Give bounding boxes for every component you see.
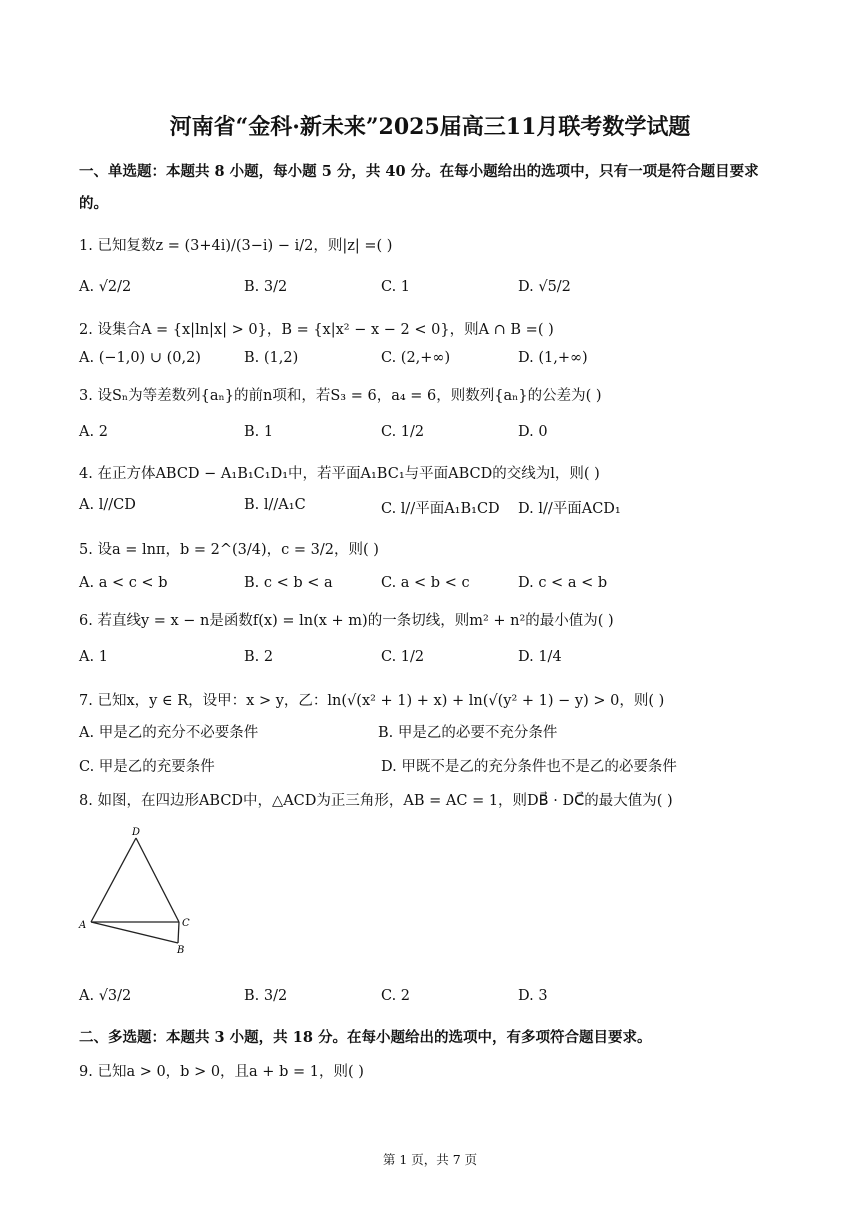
question-8-stem: 8. 如图，在四边形ABCD中，△ACD为正三角形，AB = AC = 1，则DB⃗ · DC⃗的最大值为( ) <box>79 793 673 809</box>
vertex-label-a: A <box>79 920 87 931</box>
page-footer: 第 1 页，共 7 页 <box>382 1152 478 1167</box>
q4-option-d: D. l//平面ACD₁ <box>518 501 621 517</box>
section1-heading: 一、单选题：本题共 8 小题，每小题 5 分，共 40 分。在每小题给出的选项中，只有一项是符合题目要求 <box>79 163 759 180</box>
edge-ab <box>91 922 178 943</box>
question-6-stem: 6. 若直线y = x − n是函数f(x) = ln(x + m)的一条切线，则m² + n²的最小值为( ) <box>79 613 614 629</box>
section2-heading: 二、多选题：本题共 3 小题，共 18 分。在每小题给出的选项中，有多项符合题目要求。 <box>79 1029 652 1046</box>
q8-option-a: A. √3/2 <box>79 988 132 1004</box>
q2-option-d: D. (1,+∞) <box>518 350 588 366</box>
q3-option-a: A. 2 <box>79 424 108 440</box>
q3-option-b: B. 1 <box>244 424 274 440</box>
section1-heading-cont: 的。 <box>79 195 108 212</box>
q5-option-b: B. c < b < a <box>244 575 333 591</box>
quadrilateral-figure <box>75 822 205 962</box>
edge-dc <box>136 838 179 922</box>
q3-option-d: D. 0 <box>518 424 548 440</box>
edge-da <box>91 838 136 922</box>
question-1-stem: 1. 已知复数z = (3+4i)/(3−i) − i/2，则|z| =( ) <box>79 238 393 254</box>
question-4-stem: 4. 在正方体ABCD − A₁B₁C₁D₁中，若平面A₁BC₁与平面ABCD的交线为l，则( ) <box>79 466 600 482</box>
question-3-stem: 3. 设Sₙ为等差数列{aₙ}的前n项和，若S₃ = 6，a₄ = 6，则数列{aₙ}的公差为( ) <box>79 388 602 404</box>
q1-option-d: D. √5/2 <box>518 279 571 295</box>
q6-option-a: A. 1 <box>79 649 108 665</box>
question-9-stem: 9. 已知a > 0，b > 0，且a + b = 1，则( ) <box>79 1064 364 1080</box>
q6-option-b: B. 2 <box>244 649 274 665</box>
q2-option-b: B. (1,2) <box>244 350 299 366</box>
page-title: 河南省“金科·新未来”2025届高三11月联考数学试题 <box>169 114 691 140</box>
q5-option-d: D. c < a < b <box>518 575 608 591</box>
q6-option-d: D. 1/4 <box>518 649 562 665</box>
q7-option-a: A. 甲是乙的充分不必要条件 <box>79 725 259 741</box>
q1-option-a: A. √2/2 <box>79 279 132 295</box>
question-2-stem: 2. 设集合A = {x|ln|x| > 0}，B = {x|x² − x − 2 < 0}，则A ∩ B =( ) <box>79 322 554 338</box>
q8-option-b: B. 3/2 <box>244 988 288 1004</box>
question-5-stem: 5. 设a = lnπ，b = 2^(3/4)，c = 3/2，则( ) <box>79 542 379 558</box>
vertex-label-b: B <box>177 945 185 956</box>
q3-option-c: C. 1/2 <box>381 424 425 440</box>
q1-option-b: B. 3/2 <box>244 279 288 295</box>
edge-cb <box>178 922 179 943</box>
q7-option-d: D. 甲既不是乙的充分条件也不是乙的必要条件 <box>381 759 677 775</box>
q6-option-c: C. 1/2 <box>381 649 425 665</box>
vertex-label-c: C <box>182 918 190 929</box>
q7-option-c: C. 甲是乙的充要条件 <box>79 759 215 775</box>
question-7-stem: 7. 已知x，y ∈ R，设甲：x > y，乙：ln(√(x² + 1) + x) + ln(√(y² + 1) − y) > 0，则( ) <box>79 693 665 709</box>
q1-option-c: C. 1 <box>381 279 411 295</box>
q5-option-c: C. a < b < c <box>381 575 470 591</box>
q4-option-b: B. l//A₁C <box>244 497 306 513</box>
q2-option-c: C. (2,+∞) <box>381 350 451 366</box>
q8-option-c: C. 2 <box>381 988 411 1004</box>
q4-option-c: C. l//平面A₁B₁CD <box>381 501 500 517</box>
q7-option-b: B. 甲是乙的必要不充分条件 <box>378 725 558 741</box>
q5-option-a: A. a < c < b <box>79 575 168 591</box>
q4-option-a: A. l//CD <box>79 497 136 513</box>
vertex-label-d: D <box>132 827 141 838</box>
q2-option-a: A. (−1,0) ∪ (0,2) <box>79 350 201 366</box>
q8-option-d: D. 3 <box>518 988 548 1004</box>
